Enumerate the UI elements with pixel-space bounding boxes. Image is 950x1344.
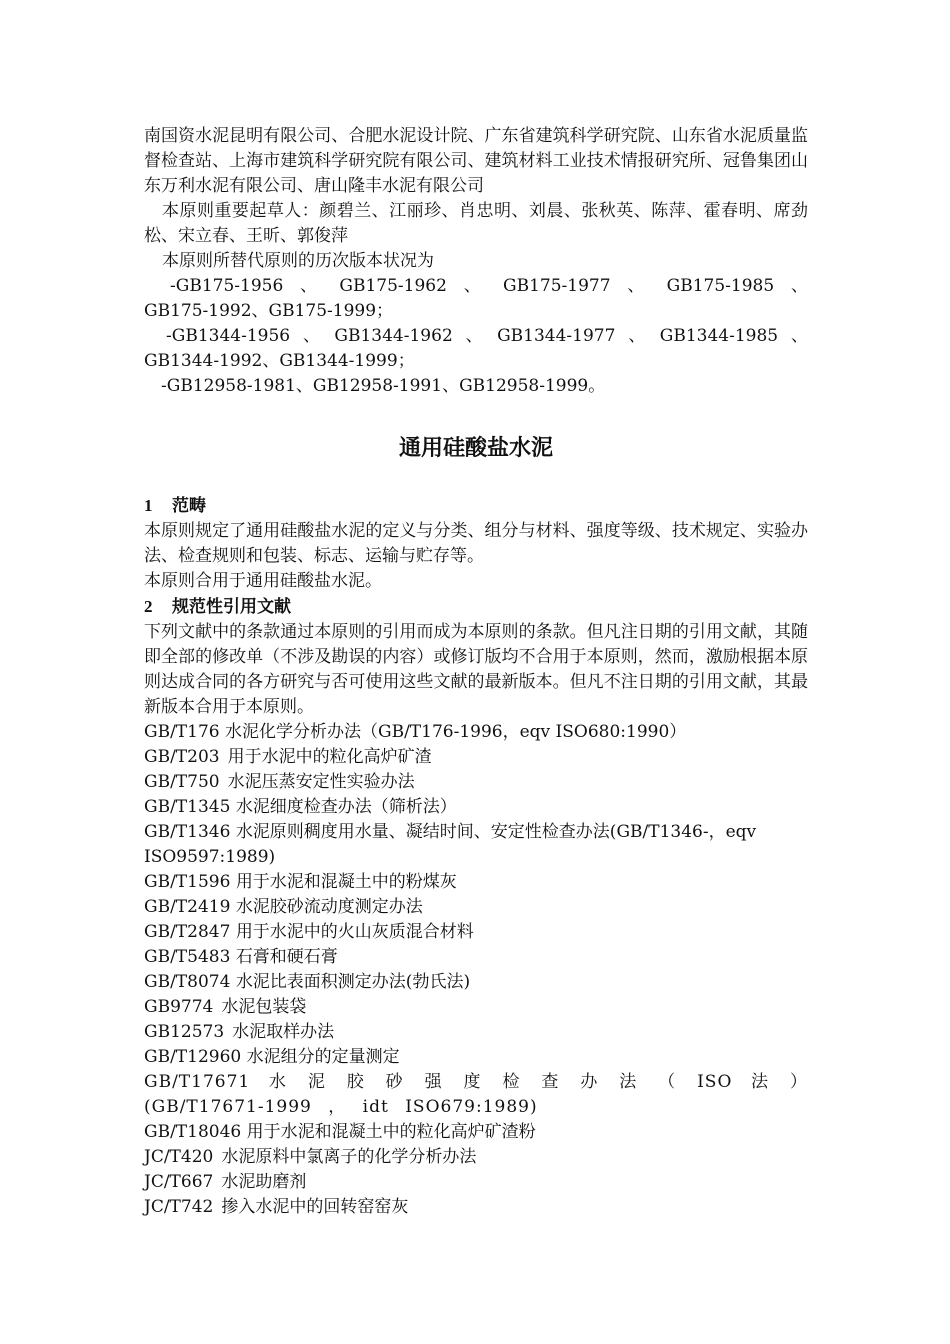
reference-code: JC/T667 [144,1172,214,1192]
reference-code: GB/T8074 [144,972,231,992]
history-gb12958: -GB12958-1981、GB12958-1991、GB12958-1999。 [161,376,606,396]
reference-code: GB/T203 [144,747,220,767]
reference-code: JC/T742 [144,1197,214,1217]
reference-title: 用于水泥中的火山灰质混合材料 [235,922,474,942]
reference-title: 水泥取样办法 [232,1022,335,1042]
reference-title: 水泥助磨剂 [221,1172,307,1192]
reference-item [144,795,808,820]
reference-item [144,1070,808,1120]
reference-code: GB9774 [144,997,214,1017]
reference-item [144,1195,808,1220]
reference-item [144,1020,808,1045]
reference-item [144,870,808,895]
reference-code: GB/T18046 [144,1122,242,1142]
reference-title: 水泥胶砂流动度测定办法 [235,897,423,917]
reference-item [144,995,808,1020]
reference-title: 水泥细度检查办法（筛析法） [235,797,457,817]
reference-code: GB/T750 [144,772,220,792]
section-2-title: 规范性引用文献 [172,597,291,617]
section-2-number: 2 [144,597,153,616]
reference-item [144,1045,808,1070]
section-1-title: 范畴 [172,496,206,516]
section-1-number: 1 [144,496,153,515]
reference-code: GB/T1345 [144,797,231,817]
reference-item [144,745,808,770]
reference-code: GB12573 [144,1022,225,1042]
reference-title: 掺入水泥中的回转窑窑灰 [221,1197,409,1217]
section-2-heading [144,594,808,620]
reference-item [144,945,808,970]
drafters-text: 本原则重要起草人：颜碧兰、江丽珍、肖忠明、刘晨、张秋英、陈萍、霍春明、席劲松、宋立春、王昕、郭俊萍 [144,201,808,246]
reference-title: 水泥比表面积测定办法(勃氏法) [235,972,471,992]
reference-code: GB/T17671 [144,1072,251,1092]
history-intro: 本原则所替代原则的历次版本状况为 [162,251,434,271]
reference-title: 用于水泥中的粒化高炉矿渣 [227,747,432,767]
reference-title: 水 泥 胶 砂 强 度 检 查 办 法 （ ISO 法 ） (GB/T17671-1999 ， idt ISO679:1989) [144,1072,808,1117]
reference-item [144,770,808,795]
reference-item [144,1170,808,1195]
reference-code: GB/T5483 [144,947,231,967]
reference-title: 用于水泥和混凝土中的粒化高炉矿渣粉 [246,1122,536,1142]
reference-item [144,720,808,745]
history-gb175: -GB175-1956 、 GB175-1962 、 GB175-1977 、 GB175-1985 、 GB175-1992、GB175-1999； [144,276,808,321]
section-1-paragraph-2: 本原则合用于通用硅酸盐水泥。 [144,571,382,591]
normative-references-list [144,720,808,1220]
reference-title: 用于水泥和混凝土中的粉煤灰 [235,872,457,892]
reference-item [144,920,808,945]
document-title: 通用硅酸盐水泥 [398,436,553,461]
history-gb1344: -GB1344-1956 、 GB1344-1962 、 GB1344-1977 、 GB1344-1985 、 GB1344-1992、GB1344-1999； [144,326,808,371]
reference-item [144,820,808,870]
reference-item [144,895,808,920]
reference-code: GB/T1596 [144,872,231,892]
reference-code: GB/T12960 [144,1047,242,1067]
reference-item [144,970,808,995]
reference-code: GB/T2847 [144,922,231,942]
document-page [144,124,808,1220]
reference-title: 水泥压蒸安定性实验办法 [227,772,415,792]
reference-code: GB/T176 [144,722,220,742]
reference-title: 水泥化学分析办法（GB/T176-1996，eqv ISO680:1990） [225,722,687,742]
reference-item [144,1145,808,1170]
section-2-paragraph-1: 下列文献中的条款通过本原则的引用而成为本原则的条款。但凡注日期的引用文献，其随即全部的修改单（不涉及勘误的内容）或修订版均不合用于本原则，然而，激励根据本原则达成合同的各方研究与否可使用这些文献的最新版本。但凡不注日期的引用文献，其最新版本合用于本原则。 [144,622,808,717]
reference-title: 水泥组分的定量测定 [246,1047,400,1067]
reference-code: GB/T1346 [144,822,231,842]
reference-code: GB/T2419 [144,897,231,917]
reference-item [144,1120,808,1145]
drafting-orgs-text: 南国资水泥昆明有限公司、合肥水泥设计院、广东省建筑科学研究院、山东省水泥质量监督检查站、上海市建筑科学研究院有限公司、建筑材料工业技术情报研究所、冠鲁集团山东万利水泥有限公司、唐山隆丰水泥有限公司 [144,126,808,196]
reference-title: 水泥原则稠度用水量、凝结时间、安定性检查办法(GB/T1346-，eqv ISO9597:1989) [144,822,757,867]
section-1-paragraph-1: 本原则规定了通用硅酸盐水泥的定义与分类、组分与材料、强度等级、技术规定、实验办法、检查规则和包装、标志、运输与贮存等。 [144,521,808,566]
section-1-heading [144,493,808,519]
reference-title: 水泥原料中氯离子的化学分析办法 [221,1147,477,1167]
reference-title: 石膏和硬石膏 [235,947,338,967]
reference-code: JC/T420 [144,1147,214,1167]
reference-title: 水泥包装袋 [221,997,307,1017]
